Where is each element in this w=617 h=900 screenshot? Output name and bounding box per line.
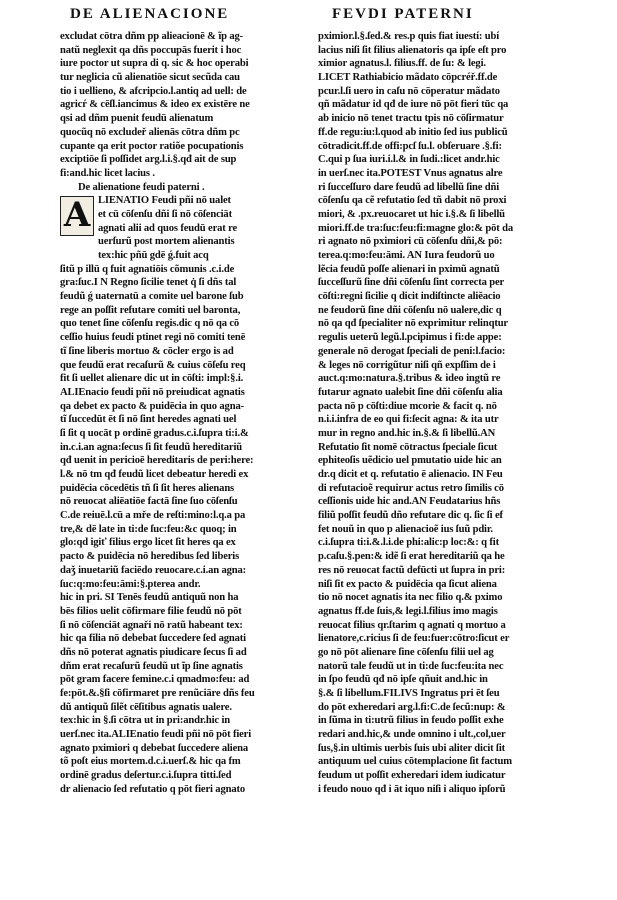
text-line: in ſpo feudū qđ nō ipſe qñuit and.hic in — [318, 674, 488, 686]
text-line: cōſenſu qa cẽ refutatio ſed tñ dabit nō proxi — [318, 195, 507, 207]
header-right: FEVDI PATERNI — [332, 6, 474, 22]
header-left: DE ALIENACIONE — [70, 6, 230, 22]
text-line: ab inicio nō tenet tractu tpis nō cōſirmatur — [318, 113, 504, 125]
text-line: pcur.l.ſi uero in caſu nō cōperatur mãdato — [318, 85, 500, 97]
text-line: hic qa filia nō debebat ſuccedere ſed agnati — [60, 633, 246, 645]
text-line: ALIEnacio feudi pñi nō preiudicat agnatis — [60, 386, 245, 398]
text-line: ſus,§.in ultimis uerbis ſuis ubi aliter dicit ſit — [318, 742, 505, 754]
text-line: antiquum uel cuius cōtemplacione ſit factum — [318, 756, 512, 768]
text-line: hic in pri. SI Tenēs feudũ antiquũ non ha — [60, 592, 239, 604]
text-line: tõ poſt eius mortem.d.c.i.uerſ.& hic qa fm — [60, 756, 241, 768]
text-line: natorũ tale feudũ ut in ti:de ſuc:feu:ita nec — [318, 660, 504, 672]
text-line: tex:hic in §.ſi cōtra ut in pri:andr.hic in — [60, 715, 231, 727]
text-line: qsi ad dñm puenit feudū alienatum — [60, 113, 214, 125]
text-line: nō reuocat aliēatiōe factā ſine ſuo cōſenſu — [60, 496, 238, 508]
text-line: glo:qd igiť filius ergo licet ſit heres qa ex — [60, 537, 236, 549]
text-line: miori, & .px.reuocaret ut hic i.§.& ſi libellũ — [318, 208, 505, 220]
text-line: dñm erat recaſurũ feudũ ut ĩp ſine agnatis — [60, 660, 243, 672]
text-line: dũ antiquũ ſilẽt cēſitibus agnatis ualere. — [60, 701, 232, 713]
text-line: excludat cōtra dñm pp alieacionē & ĩp ag- — [60, 31, 244, 42]
right-column — [318, 30, 568, 797]
text-line: dr.q dicit et q. refutatio ē alienacio. IN Feu — [318, 469, 503, 480]
initial-block — [60, 194, 308, 262]
text-line: filiũ poſſit feudũ dño refutare dic q. ſic ſi ef — [318, 510, 503, 522]
text-line: rege an poſſit refutare comiti uel baronta, — [60, 304, 241, 316]
text-line: agnati alii ad quos feudū erat re — [98, 222, 238, 234]
text-line: niſi ſit ex pacto & puidēcia qa ſicut aliena — [318, 578, 497, 590]
text-line: quo tenet ſine cōſenſu regis.dic q nō qa cō — [60, 318, 240, 330]
text-line: futarur agnato ualebit ſine dñi cōſenſu alia — [318, 386, 503, 398]
text-line: lacius niſi ſit filius alienatoris qa ipſe eſt pro — [318, 44, 507, 56]
text-line: qñ mãdatur id qđ de iure nō pōt fieri tūc qa — [318, 99, 509, 111]
text-line: ordinē gradus deſertur.c.i.ſupra titti.ſed — [60, 770, 232, 782]
text-line: cupante qa erit poctor ratiõe pocupationis — [60, 140, 244, 152]
text-line: regulis ueterũ legũ.l.pcipimus i fi:de appe: — [318, 332, 502, 344]
text-line: fet nouũ in quo p alienacioẽ ius ſuũ pdir. — [318, 523, 493, 535]
text-line: ſitũ p illū q fuit agnatiōis cõmunis .c.i.de — [60, 263, 235, 275]
text-line: ff.de regu:iu:l.quod ab initio ſed ius publicũ — [318, 126, 508, 138]
text-line: l.& nō tm qđ feudũ licet debeatur heredi ex — [60, 469, 249, 480]
text-line: §.& ſi libellum.FILIVS Ingratus pri ēt ſeu — [318, 688, 500, 699]
text-line: di refutacioẽ requirur actus retro ſimilis cō — [318, 482, 504, 494]
text-line: c.i.ſupra ti:i.&.l.i.de phi:alic:p loc:&: q fit — [318, 537, 499, 549]
text-line: pacto & puidēcia nō heredibus ſed liberis — [60, 551, 240, 563]
text-line: ſi ſit q uocāt p ordinē gradus.c.i.ſupra ti:i.& — [60, 427, 249, 439]
text-line: reuocat filius qr.ſtarim q agnati q mortuo a — [318, 619, 506, 631]
text-line: que feudũ erat recaſurũ & cuius cōſeſu req — [60, 359, 246, 371]
text-line: uerſurũ post mortem alienantis — [98, 236, 235, 248]
text-line: terea.q:mo:feu:āmi. AN Iura feudorũ uo — [318, 250, 495, 261]
text-line: & leges nō corrigũtur niſi qñ expſſim de i — [318, 359, 496, 371]
text-line: quocũq nō excludeř alienās cōtra dñm pc — [60, 126, 240, 138]
section-heading: De alienatione feudi paterni . — [78, 181, 205, 193]
text-line: C.qui p ſua iuri.i.l.& in ſudi.:licet andr.hic — [318, 154, 500, 166]
text-line: tio i uellieno, & afcripcio.l.antiq ad uell: de — [60, 85, 247, 97]
text-line: res nō reuocat factũ defūcti ut ſupra in pri: — [318, 564, 506, 576]
text-line: tur neglicia cũ alienatiōe sicut secũda cau — [60, 72, 240, 84]
text-line: iure poctor ut supra di q. sic & hoc operabi — [60, 58, 249, 70]
text-line: ne feudorũ ſine dñi cōſenſu nō ualere,dic q — [318, 304, 502, 316]
running-header — [70, 4, 577, 28]
text-line: C.de reiuē.l.cū a mře de reſti:mino:l.q.a pa — [60, 510, 246, 522]
text-line: in uerſ.nec ita.POTEST Vnus agnatus alre — [318, 167, 503, 179]
text-line: ſuc:q:mo:feu:āmi:§.pterea andr. — [60, 578, 201, 590]
text-line: agricŕ & cēſl.iancimus & ideo ex existēre ne — [60, 99, 250, 111]
text-line: tĩ ſuccedūt ēt ſi nō ſint heredes agnati uel — [60, 414, 237, 426]
text-line: p.caſu.§.pen:& idẽ ſi erat hereditariũ qa he — [318, 551, 505, 563]
text-line: gra:ſuc.I N Regno ſicilie tenet q̇ ſi dñs tal — [60, 277, 237, 289]
text-line: dñs nō poterat agnatis piudicare ſecus ſi ad — [60, 646, 247, 658]
text-line: exciptiōe ſi poſſidet arg.l.i.§.qđ ait de sup — [60, 154, 237, 166]
text-line: fe:pōt.&.§ſi cōfirmaret pre renũciāre dñs feu — [60, 688, 255, 699]
text-line: pacta nō p cōſti:diue mcorie & facit q. nō — [318, 400, 497, 412]
text-line: n.i.i.infra de eo qui fi:ſecit agna: & ita utr — [318, 414, 499, 426]
text-line: cōtradicit.ff.de offi:pcſ ſu.l. obſeruare .§.fi: — [318, 140, 502, 152]
text-line: ri agnato nō pximiori cū cōſenſu dñi,& pō: — [318, 236, 503, 248]
text-line: cōſti:regni ſicilie q dicit indiſtincte aliĕacio — [318, 291, 501, 303]
text-line: tio nō nocet agnatis ita nec filio q.& pximo — [318, 592, 503, 604]
text-line: ſucceſſurũ ſine dñi cōſenſu ſint correcta per — [318, 277, 505, 289]
text-line: tex:hic pñū gdē ǵ.fuit acq — [98, 250, 209, 261]
text-line: fi:and.hic licet lacius . — [60, 167, 155, 179]
text-line: tre,& dē late in ti:de ſuc:feu:&c quoq; in — [60, 523, 237, 535]
left-column — [60, 30, 308, 797]
text-line: dr alienacio ſed refutatio q pōt fieri agnato — [60, 783, 246, 795]
text-line: mur in regno and.hic in.§.& ſi libellũ.AN — [318, 427, 496, 439]
text-line: agnatus ff.de ſuis,& legi.l.filius imo magis — [318, 605, 498, 617]
text-line: ephiteoſis uẽdicio uel pmutatio uide hic an — [318, 455, 502, 467]
text-line: do pōt exheredari arg.l.fi:C.de ſecũ:nup: & — [318, 701, 506, 713]
text-line: in.c.i.an agna:ſecus ſi ſit feudũ hereditariũ — [60, 441, 242, 453]
text-line: daǯ inuetariũ faciēdo reuocare.c.i.an agna: — [60, 564, 247, 576]
text-line: miori.ff.de tra:ſuc:feu:fi:magne glo:& pōt da — [318, 222, 514, 234]
text-line: redari and.hic,& unde omnino i ult.,col,uer — [318, 729, 506, 741]
text-line: puidēcia cōcedētis tñ ſi ſit heres alienans — [60, 482, 235, 494]
text-line: feudum ut poſſit exheredari idem iudicatur — [318, 770, 506, 782]
text-line: lienatore,c.ricius ſi de feu:fuer:cōtro:ſicut er — [318, 633, 510, 645]
text-line: ceſſio huius feudi ptinet regi nō comiti tenē — [60, 332, 246, 344]
text-line: go nō pōt alienare ſine cōſenſu filii uel ag — [318, 646, 494, 658]
text-line: generale nō derogat ſpeciali de peni:l.facio: — [318, 345, 506, 357]
text-line: Refutatio ſit nomē cōtractus ſpeciale ſicut — [318, 441, 498, 453]
text-line: feudũ ǵ uaternatū a comite uel barone ſub — [60, 291, 244, 303]
text-line: qa debet ex pacto & puidēcia in quo agna- — [60, 400, 244, 412]
text-line: auct.q:mo:natura.§.tribus & ideo ingtũ re — [318, 373, 501, 385]
text-line: i feudo nouo qđ i āt iquo niſi i aliquo ipſorũ — [318, 783, 506, 795]
text-line: lẽcia feudũ poſſe alienari in pximũ agnatũ — [318, 263, 500, 275]
text-line: tĩ ſine liberis mortuo & cōcler ergo is ad — [60, 345, 234, 357]
text-line: agnato pximiori q debebat ſuccedere aliena — [60, 742, 249, 754]
text-line: bēs filios uelit cōfirmare filie feudũ nō pōt — [60, 605, 242, 617]
text-line: LIENATIO Feudi pñi nō ualet — [98, 195, 231, 207]
decorated-initial: A — [60, 196, 94, 236]
text-line: et cū cōſenſu dñi ſi nō cōſenciāt — [98, 208, 232, 220]
text-line: ſi nō cōſenciāt agnaři nō ratũ habeant tex: — [60, 619, 243, 631]
text-line: ceſſionis uide hic and.AN Feudatarius hñs — [318, 496, 501, 508]
text-line: pōt gram facere femine.c.i qmadmo:feu: ad — [60, 674, 250, 686]
text-line: ri ſucceſſuro dare feudũ ad libellũ ſine dñi — [318, 181, 500, 193]
text-line: natũ neglexit qa dñs poccupās fuerit i hoc — [60, 44, 242, 56]
text-line: in ſũma in ti:utrũ filius in feudo poſſit exhe — [318, 715, 504, 727]
text-line: qđ uenit in pericioē hereditaris de peri:here: — [60, 455, 254, 467]
text-line: nō qa qđ ſpecialiter nō exprimitur relinqtur — [318, 318, 508, 330]
text-line: ximior agnatus.l. filius.ff. de ſu: & legi. — [318, 58, 486, 70]
text-line: LICET Rathiabicio mãdato cōpcréř.ff.de — [318, 72, 498, 84]
text-line: uerſ.nec ita.ALIEnatio feudi pñi nō pōt fieri — [60, 729, 252, 741]
text-line: pximior.l.§.ſed.& res.p quis fiat iuestí: ubí — [318, 31, 500, 42]
text-line: fit ſi uellet alienare dic ut in cōſti: impl:§.i. — [60, 373, 244, 385]
